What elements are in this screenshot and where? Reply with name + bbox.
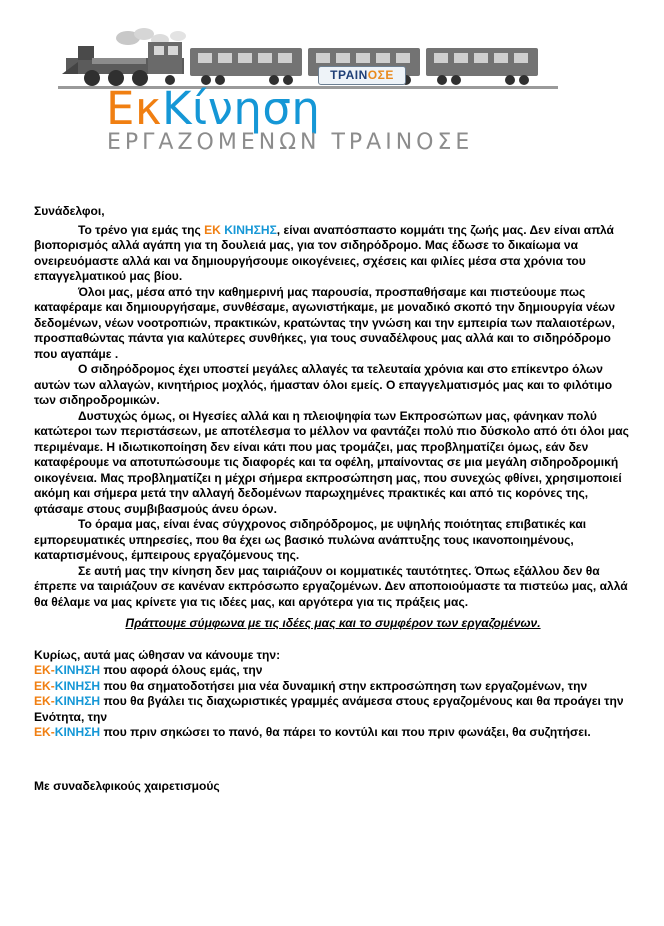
- list-item-text: που θα σηματοδοτήσει μια νέα δυναμική στην εκπροσώπηση των εργαζομένων, την: [100, 678, 588, 693]
- greeting: Συνάδελφοι,: [34, 204, 105, 218]
- brand-subtitle: ΕΡΓΑΖΟΜΕΝΩΝ ΤΡΑΙΝΟΣΕ: [107, 130, 474, 155]
- paragraph-1: [34, 223, 632, 285]
- paragraph-2: Όλοι μας, μέσα από την καθημερινή μας παρουσία, προσπαθήσαμε και πιστεύουμε πως καταφέραμε και δημιουργήσαμε, συνθέσαμε, αγωνιστήκαμε, με μοναδικό σκοπό την δημιουργία νέων δεδομένων, νέων νοοτροπιών, πρακτικών, κρατώντας την γνώση και την εμπειρία των παλαιοτέρων, προσπαθώντας πάντα για καλύτερες συνθήκες, για τους συναδέλφους μας αλλά και το σιδηρόδρομο που αγαπάμε .: [34, 284, 616, 361]
- list-kinisi: ΚΙΝΗΣΗ: [54, 663, 101, 677]
- list-intro: Κυρίως, αυτά μας ώθησαν να κάνουμε την:: [34, 647, 281, 662]
- logo-text-main: ΤΡΑΙΝ: [330, 68, 368, 82]
- p1-ek: ΕΚ: [204, 222, 225, 237]
- trainose-logo: [318, 66, 406, 85]
- brand-kinisi: Κίνηση: [161, 82, 321, 135]
- list-item: [34, 679, 632, 695]
- list-item-text: που πριν σηκώσει το πανό, θα πάρει το κοντύλι και που πριν φωνάξει, θα συζητήσει.: [100, 725, 591, 739]
- motto: Πράττουμε σύμφωνα με τις ιδέες μας και το συμφέρον των εργαζομένων.: [125, 616, 541, 630]
- p1-kinisis: ΚΙΝΗΣΗΣ: [224, 222, 277, 237]
- list-ek: ΕΚ-: [34, 725, 55, 739]
- logo-text-accent: ΟΣΕ: [367, 68, 394, 82]
- paragraph-5: Το όραμα μας, είναι ένας σύγχρονος σιδηρόδρομος, με υψηλής ποιότητας επιβατικές και εμπορευματικές υπηρεσίες, που θα έχει ως βασικό πυλώνα ανάπτυξης τους ικανοποιημένους, καταρτισμένους, έμπειρους εργαζόμενους της.: [34, 517, 587, 562]
- list-kinisi: ΚΙΝΗΣΗ: [54, 678, 101, 693]
- letter-body: [34, 204, 632, 794]
- paragraph-3: Ο σιδηρόδρομος έχει υποστεί μεγάλες αλλαγές τα τελευταία χρόνια και στο επίκεντρο όλων αυτών των αλλαγών, κινητήριος μοχλός, ήμασταν όλοι εμείς. Ο επαγγελματισμός μας και το φιλότιμο των σιδηροδρομικών.: [34, 362, 613, 407]
- list-ek: ΕΚ-: [34, 678, 55, 693]
- letterhead: [0, 0, 664, 170]
- closing: Με συναδελφικούς χαιρετισμούς: [34, 778, 220, 793]
- paragraph-6: Σε αυτή μας την κίνηση δεν μας ταιριάζουν οι κομματικές ταυτότητες. Όπως εξάλλου δεν θα έπρεπε να ταιριάζουν σε κανέναν εκπρόσωπο εργαζομένων. Δεν αποποιούμαστε τα πιστεύω μας, αλλά θα θέλαμε να μας κρίνετε για τις ιδέες μας, και αργότερα για τις πράξεις μας.: [34, 563, 628, 609]
- p1-text-end: , είναι αναπόσπαστο κομμάτι της ζωής μας. Δεν είναι απλά βιοπορισμός αλλά αγάπη για τη δουλειά μας, για τον σιδηρόδρομο. Μας έδωσε το δικαίωμα να ονειρευόμαστε αλλά και να δημιουργήσουμε οικογένειες, σχέσεις και φιλίες μέσα στα χρόνια του επαγγελματικού μας βίου.: [34, 222, 614, 283]
- p1-text-start: Το τρένο για εμάς της: [78, 222, 205, 237]
- list-kinisi: ΚΙΝΗΣΗ: [54, 694, 101, 708]
- list-item: [34, 663, 632, 679]
- list-item-text: που αφορά όλους εμάς, την: [100, 663, 263, 677]
- list-item-text: που θα βγάλει τις διαχωριστικές γραμμές ανάμεσα στους εργαζομένους και θα προάγει την Ενότητα, την: [34, 694, 624, 724]
- brand-ek: Εκ: [106, 82, 162, 135]
- list-ek: ΕΚ-: [34, 694, 55, 708]
- paragraph-4: Δυστυχώς όμως, οι Ηγεσίες αλλά και η πλειοψηφία των Εκπροσώπων μας, φάνηκαν πολύ κατώτεροι των περιστάσεων, με αποτέλεσμα το μέλλον να φαντάζει πολύ πιο δύσκολο από ότι όλοι μας περιμέναμε. Η ιδιωτικοποίηση δεν είναι κάτι που μας τρομάζει, μας προβληματίζει όμως, εάν δεν καταφέρουμε να αποτυπώσουμε τις διαφορές και τα οφέλη, μπαίνοντας σε μια μεγάλη σιδηροδρομική οικογένεια. Μας προβληματίζει η μέχρι σήμερα εκπροσώπηση μας, που συνεχώς φθίνει, χρησιμοποιεί ακόμη και σήμερα μετά την αλλαγή δεδομένων παρωχημένες πρακτικές και από τις κορόνες της, φτάσαμε στους συμβιβασμούς άνευ όρων.: [34, 408, 629, 516]
- list-kinisi: ΚΙΝΗΣΗ: [54, 725, 101, 739]
- list-ek: ΕΚ-: [34, 663, 55, 677]
- brand-title: [106, 82, 321, 135]
- list-item: [34, 725, 632, 741]
- list-item: [34, 694, 632, 725]
